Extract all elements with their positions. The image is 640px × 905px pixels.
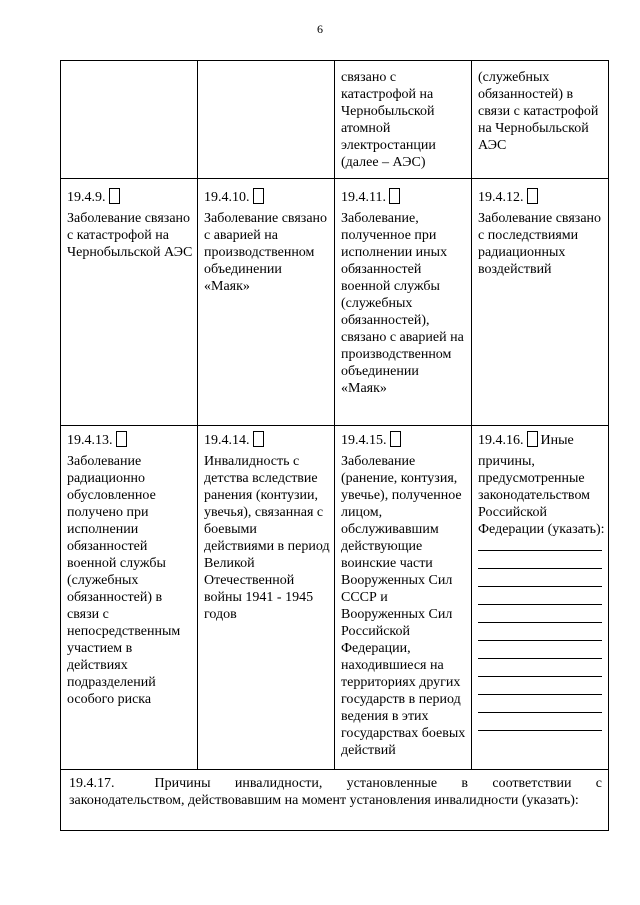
option-19-4-11 — [335, 188, 471, 397]
option-19-4-16 — [472, 431, 609, 731]
option-text: Заболевание связано с катастрофой на Чернобыльской АЭС — [67, 211, 193, 260]
option-19-4-15 — [335, 431, 471, 759]
option-code: 19.4.17. — [69, 776, 115, 791]
page-number: 6 — [317, 22, 323, 36]
checkbox[interactable] — [390, 431, 401, 447]
disability-causes-table — [60, 60, 609, 831]
option-code: 19.4.13. — [67, 433, 113, 448]
checkbox[interactable] — [116, 431, 127, 447]
option-code: 19.4.11. — [341, 190, 386, 205]
checkbox[interactable] — [389, 188, 400, 204]
option-19-4-10 — [198, 188, 334, 295]
option-text: Заболевание (ранение, контузия, увечье), полученное лицом, обслуживавшим действующие воинские части Вооруженных Сил СССР и Вооруженных Сил Российской Федерации, находившиеся на территориях других государств в период ведения в этих государствах боевых действий — [341, 454, 466, 758]
option-19-4-13 — [61, 431, 197, 708]
checkbox[interactable] — [109, 188, 120, 204]
option-text: Заболевание связано с аварией на производственном объединении «Маяк» — [204, 211, 328, 294]
option-19-4-12 — [472, 188, 609, 278]
option-code: 19.4.9. — [67, 190, 106, 205]
option-code: 19.4.12. — [478, 190, 524, 205]
option-code: 19.4.16. — [478, 433, 524, 448]
option-code-suffix: Иные — [540, 433, 574, 448]
specify-lines[interactable] — [478, 550, 605, 731]
checkbox[interactable] — [253, 188, 264, 204]
table-cell-continuation: (служебных обязанностей) в связи с катастрофой на Чернобыльской АЭС — [478, 70, 599, 153]
option-code: 19.4.15. — [341, 433, 387, 448]
option-text: Заболевание радиационно обусловленное получено при исполнении обязанностей военной службы (служебных обязанностей) в связи с непосредственным участием в действиях подразделений особого риска — [67, 454, 181, 707]
option-text: Заболевание связано с последствиями радиационных воздействий — [478, 211, 602, 277]
row-divider — [61, 425, 608, 426]
option-19-4-14 — [198, 431, 334, 623]
table-cell-continuation: связано с катастрофой на Чернобыльской атомной электростанции (далее – АЭС) — [341, 70, 436, 170]
checkbox[interactable] — [527, 188, 538, 204]
option-19-4-9 — [61, 188, 197, 261]
option-text[interactable]: Причины инвалидности, установленные в соответствии с законодательством, действовавшим на момент установления инвалидности (указать): — [69, 776, 602, 808]
checkbox[interactable] — [527, 431, 538, 447]
option-19-4-17 — [61, 770, 608, 809]
option-code: 19.4.10. — [204, 190, 250, 205]
option-code: 19.4.14. — [204, 433, 250, 448]
option-text: Инвалидность с детства вследствие ранения (контузии, увечья), связанная с боевыми действиями в период Великой Отечественной войны 1941 - 1945 годов — [204, 454, 330, 622]
checkbox[interactable] — [253, 431, 264, 447]
option-text: Заболевание, полученное при исполнении иных обязанностей военной службы (служебных обязанностей), связано с аварией на производственном объединении «Маяк» — [341, 211, 464, 396]
option-text: причины, предусмотренные законодательством Российской Федерации (указать): — [478, 454, 605, 537]
row-divider — [61, 178, 608, 179]
column-divider — [197, 61, 198, 770]
